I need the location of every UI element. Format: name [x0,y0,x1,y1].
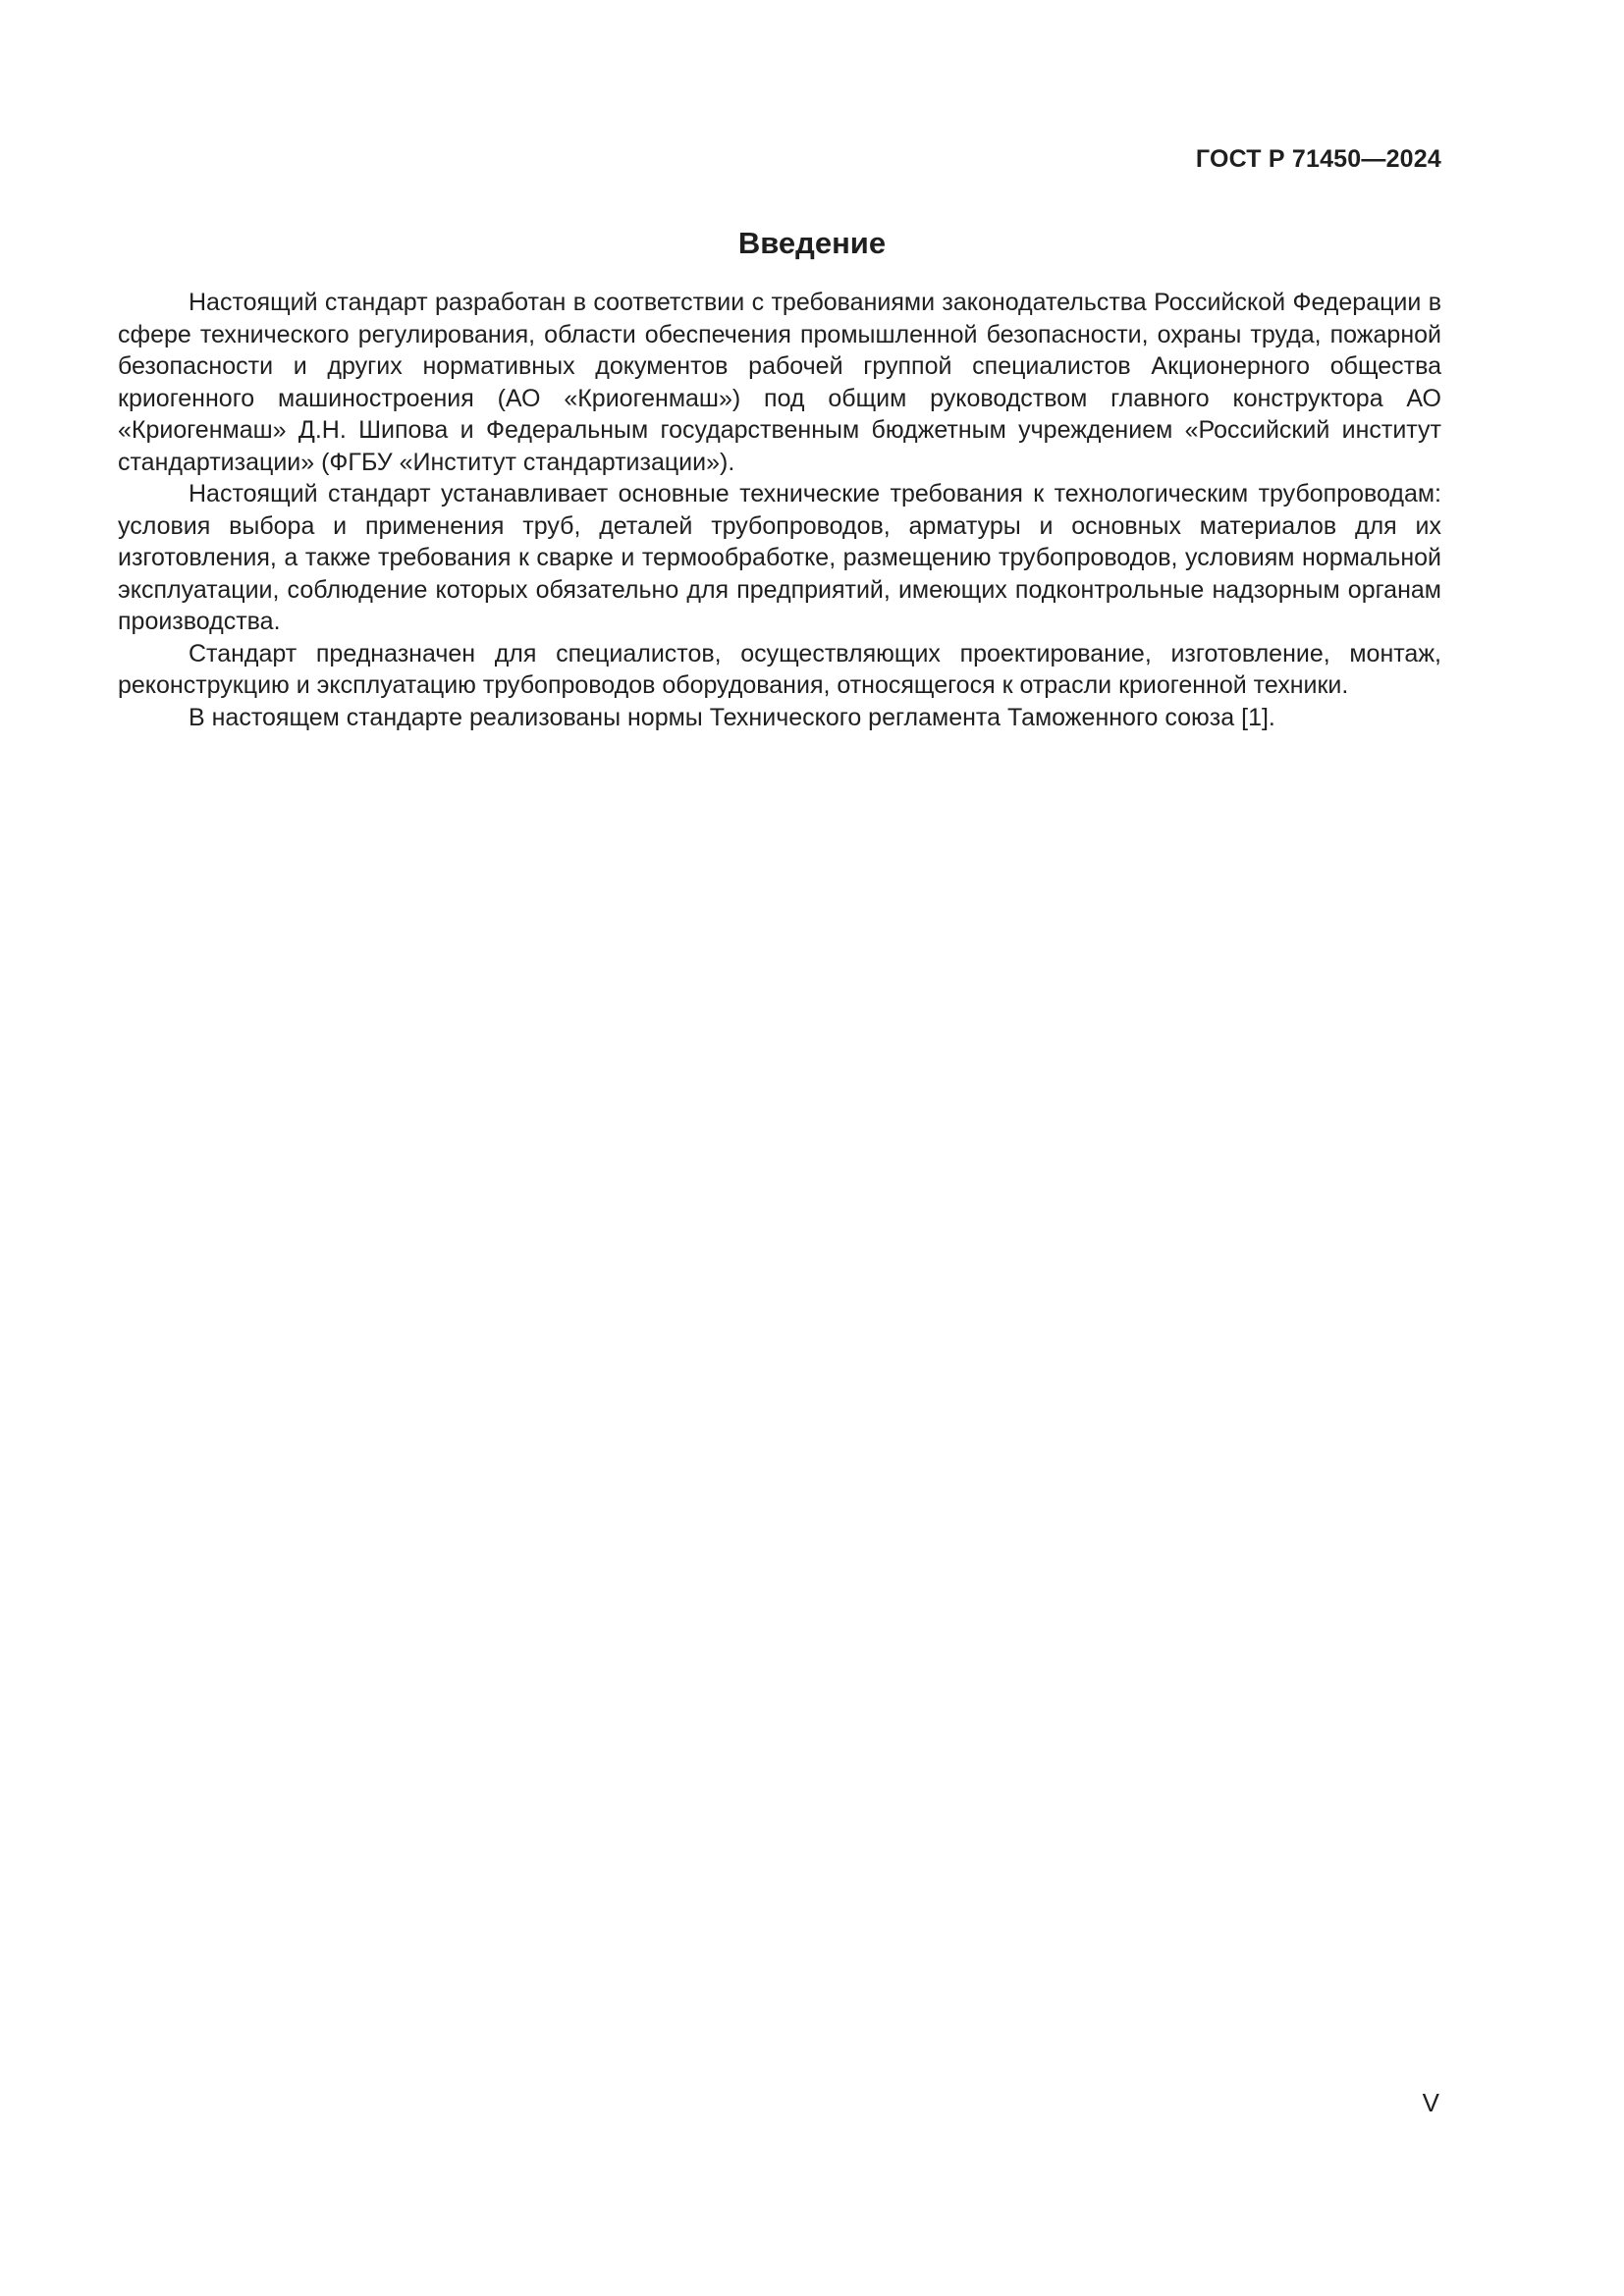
paragraph-4: В настоящем стандарте реализованы нормы Технического регламента Таможенного союза [1]. [189,703,1275,731]
page-number: V [1422,2088,1439,2117]
paragraph-1: Настоящий стандарт разработан в соответствии с требованиями законодательства Российской Федерации в сфере технического регулирования, области обеспечения промышленной безопасности, охраны труда, пожарной безопасности и других нормативных документов рабочей группой специалистов Акционерного общества криогенного машиностроения (АО «Криогенмаш») под общим руководством главного конструктора АО «Криогенмаш» Д.Н. Шипова и Федеральным государственным бюджетным учреждением «Российский институт стандартизации» (ФГБУ «Институт стандартизации»). [118,289,1441,476]
section-title: Введение [737,226,887,260]
introduction-body [118,287,1441,733]
paragraph-3: Стандарт предназначен для специалистов, осуществляющих проектирование, изготовление, монтаж, реконструкцию и эксплуатацию трубопроводов оборудования, относящегося к отрасли криогенной техники. [118,639,1441,699]
paragraph-2: Настоящий стандарт устанавливает основные технические требования к технологическим трубопроводам: условия выбора и применения труб, деталей трубопроводов, арматуры и основных материалов для их изготовления, а также требования к сварке и термообработке, размещению трубопроводов, условиям нормальной эксплуатации, соблюдение которых обязательно для предприятий, имеющих подконтрольные надзорным органам производства. [118,480,1441,635]
document-code: ГОСТ Р 71450—2024 [1195,145,1441,173]
